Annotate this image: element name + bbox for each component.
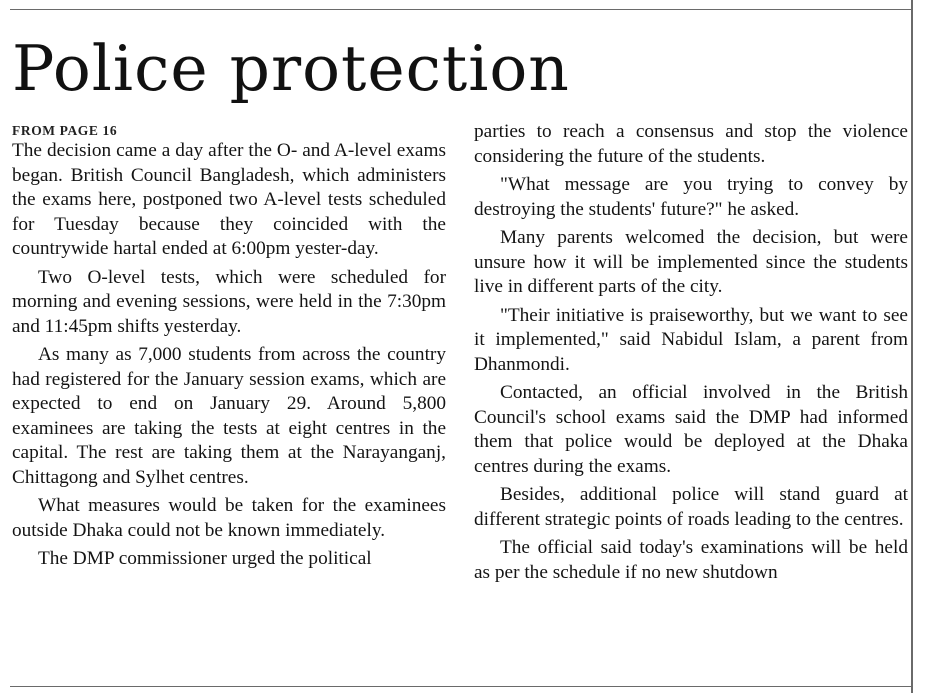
paragraph: What measures would be taken for the examinees outside Dhaka could not be known immediately. <box>12 495 446 541</box>
right-rule <box>911 0 913 693</box>
paragraph: "What message are you trying to convey by destroying the students' future?" he asked. <box>474 174 908 220</box>
paragraph: The decision came a day after the O- and A-level exams began. British Council Bangladesh, which administers the exams here, postponed two A-level tests scheduled for Tuesday because they coincided with the countrywide hartal ended at 6:00pm yester-day. <box>12 140 446 259</box>
paragraph: "Their initiative is praiseworthy, but we want to see it implemented," said Nabidul Islam, a parent from Dhanmondi. <box>474 304 908 375</box>
paragraph: Many parents welcomed the decision, but were unsure how it will be implemented since the students live in different parts of the city. <box>474 227 908 297</box>
column-right <box>474 120 908 686</box>
top-rule <box>10 9 911 10</box>
column-left <box>12 119 446 685</box>
paragraph: As many as 7,000 students from across the country had registered for the January session exams, which are expected to end on January 29. Around 5,800 examinees are taking the tests at eight centres in the capital. The rest are taking them at the Narayanganj, Chittagong and Sylhet centres. <box>12 344 446 488</box>
headline: Police protection <box>12 32 570 105</box>
paragraph: Two O-level tests, which were scheduled for morning and evening sessions, were held in the 7:30pm and 11:45pm shifts yesterday. <box>12 266 446 337</box>
paragraph: The official said today's examinations will be held as per the schedule if no new shutdown <box>474 537 908 583</box>
paragraph: parties to reach a consensus and stop the violence considering the future of the students. <box>474 121 908 167</box>
bottom-rule <box>10 686 912 687</box>
kicker: FROM PAGE 16 <box>12 123 118 138</box>
paragraph: Besides, additional police will stand guard at different strategic points of roads leading to the centres. <box>474 484 908 530</box>
paragraph: The DMP commissioner urged the political <box>38 548 372 569</box>
paragraph: Contacted, an official involved in the British Council's school exams said the DMP had informed them that police would be deployed at the Dhaka centres during the exams. <box>474 382 908 477</box>
